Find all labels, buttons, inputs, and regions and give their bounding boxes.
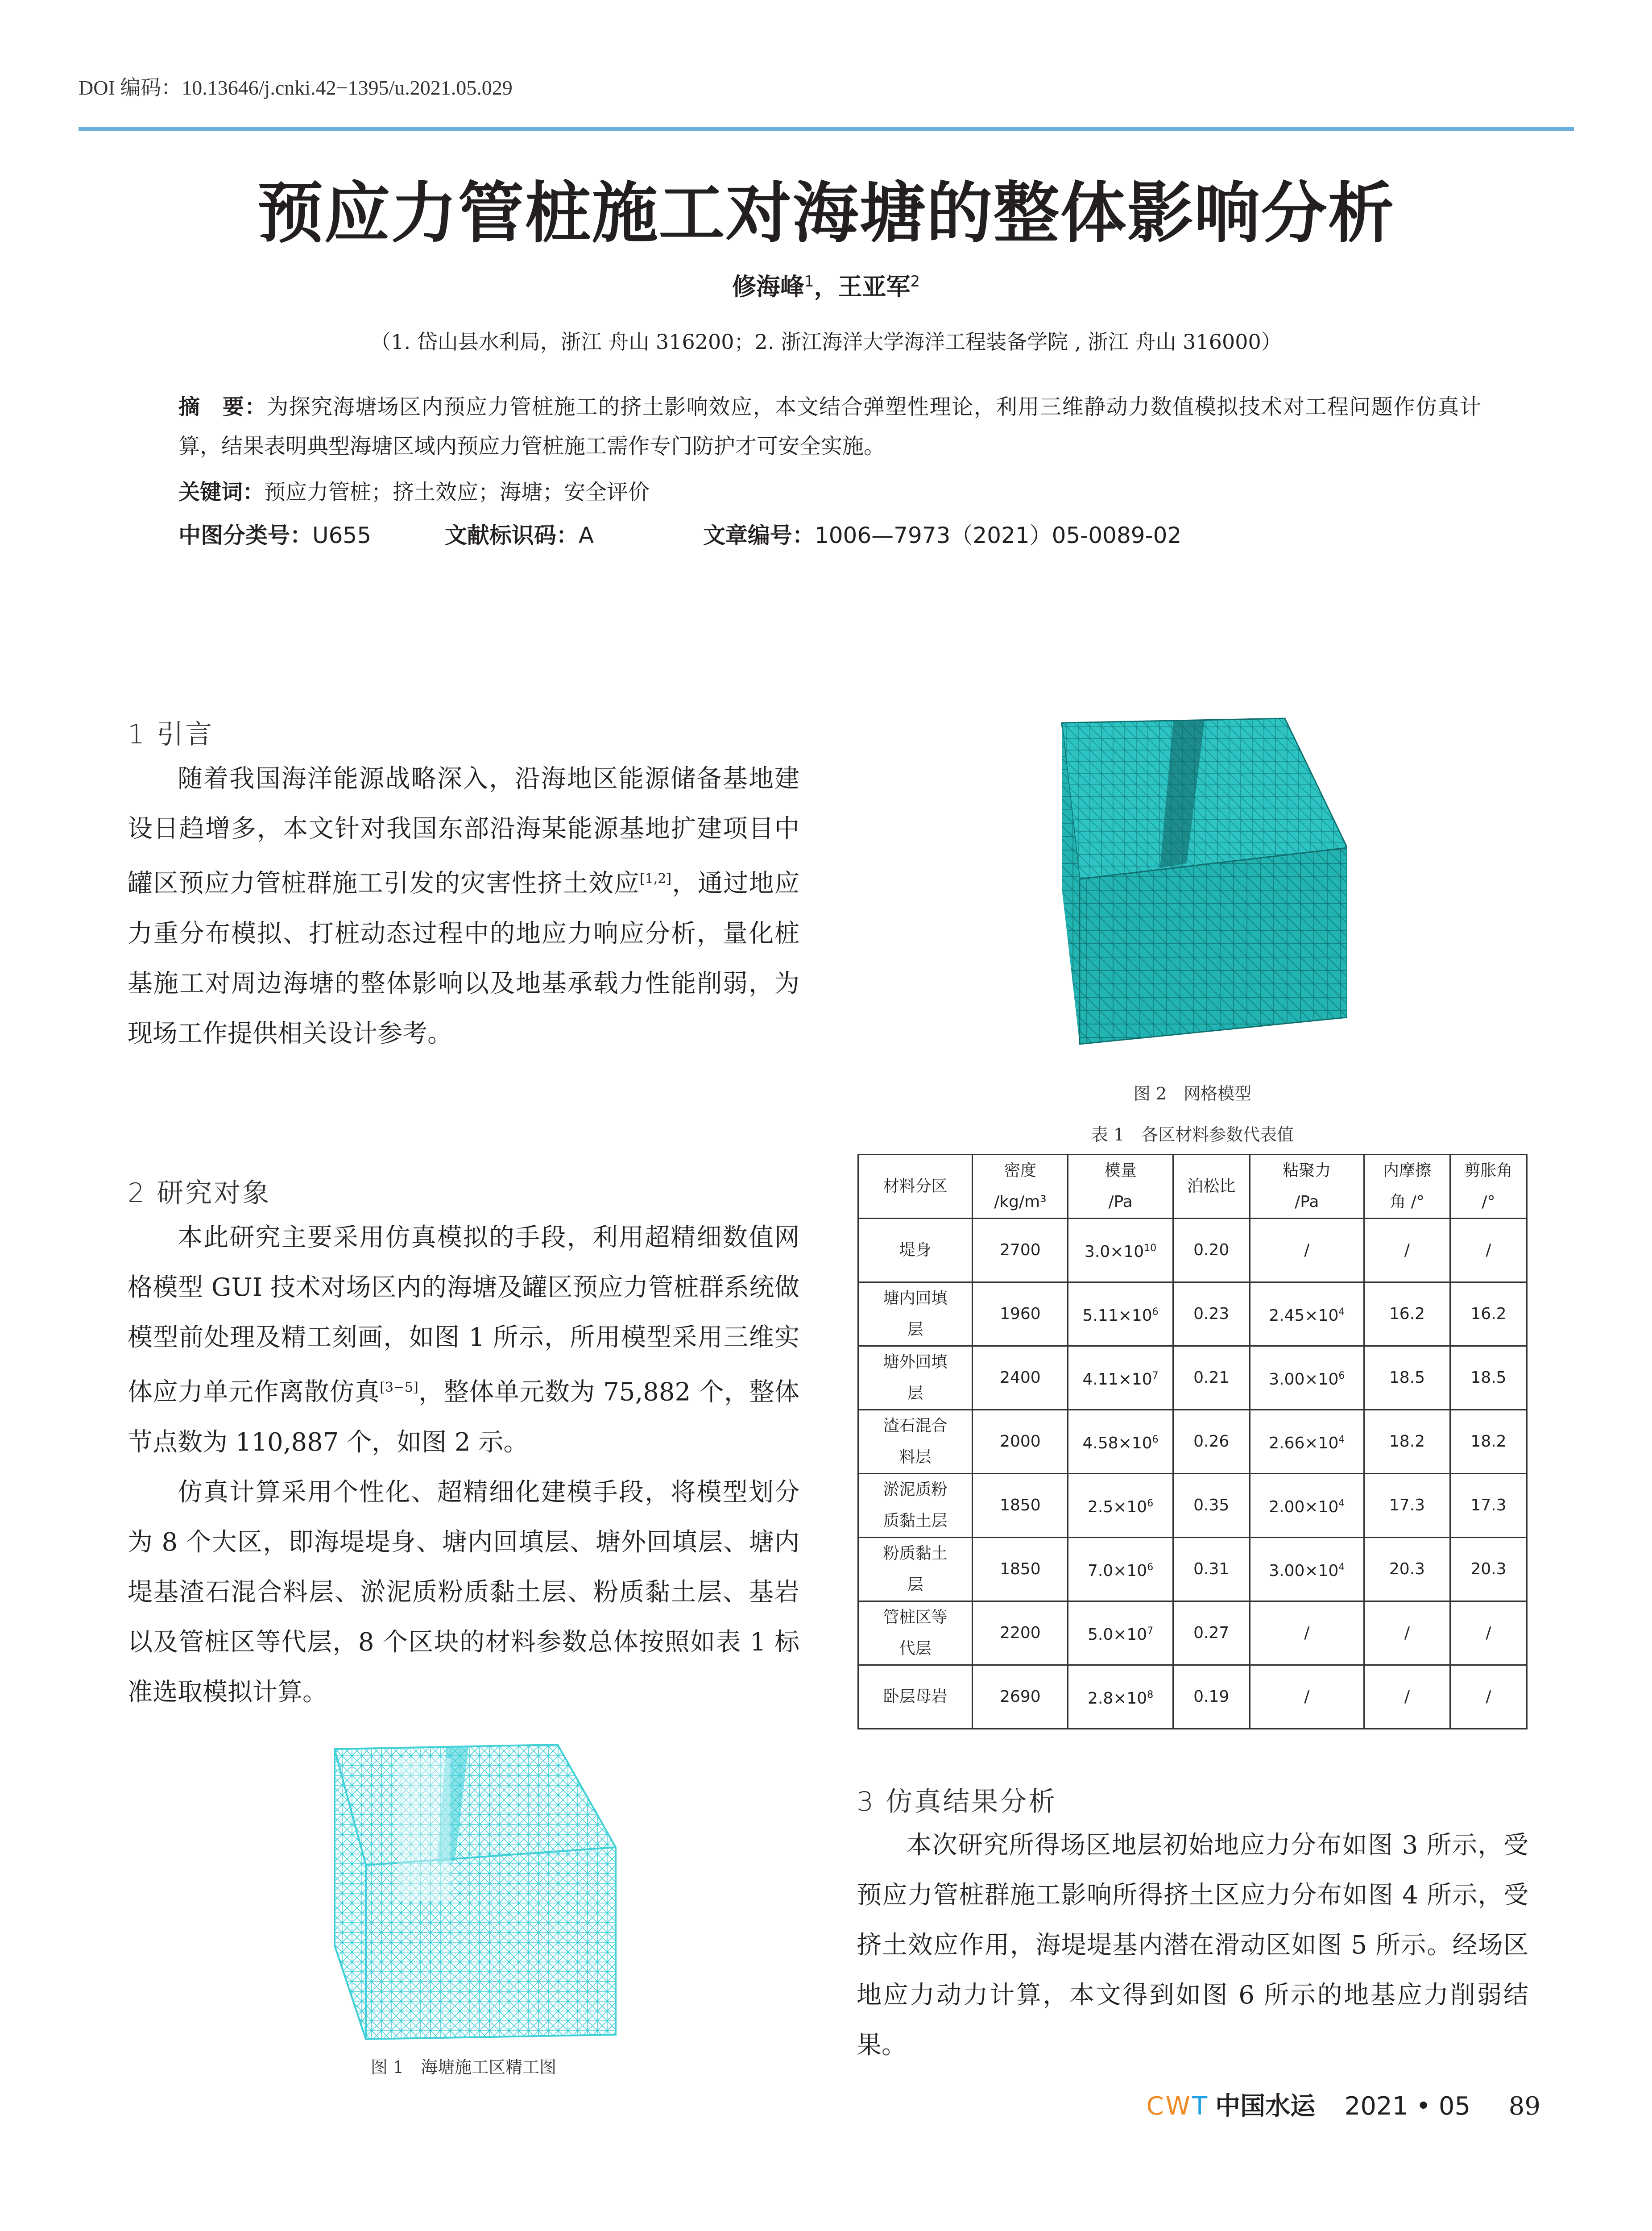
cell-zone: 塘内回填 层 [858,1282,973,1346]
issue: 2021 • 05 [1344,2092,1471,2121]
s1-text-b: ，通过地应力重分布模拟、打桩动态过程中的地应力响应分析，量化桩基施工对周边海塘的整体影响以及地基承载力性能削弱，为现场工作提供相关设计参考。 [128,869,800,1048]
affiliation: （1. 岱山县水利局，浙江 舟山 316200；2. 浙江海洋大学海洋工程装备学院 , 浙江 舟山 316000） [370,330,1282,354]
cell-modulus: $3.0\times 10^{10}$ [1068,1219,1173,1282]
section-2-body [128,1213,799,1717]
figure-2-caption: 图 2 网格模型 [1133,1084,1252,1103]
cell-density: 2690 [973,1665,1068,1729]
cell-dilation: 20.3 [1450,1538,1527,1601]
cell-cohesion: / [1250,1601,1364,1665]
cell-poisson: 0.27 [1173,1601,1250,1665]
table-row [858,1410,1527,1474]
cell-zone: 塘外回填 层 [858,1346,973,1410]
col-header-zone: 材料分区 [858,1155,973,1219]
cell-density: 1960 [973,1282,1068,1346]
cell-dilation: / [1450,1665,1527,1729]
cell-poisson: 0.35 [1173,1474,1250,1538]
s2-text-a: 本此研究主要采用仿真模拟的手段，利用超精细数值网格模型 GUI 技术对场区内的海塘及罐区预应力管桩群系统做模型前处理及精工刻画，如图 1 所示，所用模型采用三维实体应力单元作离散仿真 [128,1223,799,1407]
keywords [178,475,650,506]
col-header-friction: 内摩擦 角 /° [1364,1155,1450,1219]
cell-density: 2700 [973,1219,1068,1282]
cell-friction: 18.5 [1364,1346,1450,1410]
cell-dilation: 17.3 [1450,1474,1527,1538]
header-rule [79,127,1574,131]
author-1: 修海峰 [732,273,804,301]
col-header-dilation: 剪胀角 /° [1450,1155,1527,1219]
table-row [858,1282,1527,1346]
cell-friction: 18.2 [1364,1410,1450,1474]
cell-friction: 16.2 [1364,1282,1450,1346]
cell-zone: 淤泥质粉 质黏土层 [858,1474,973,1538]
cell-dilation: 18.2 [1450,1410,1527,1474]
section-3-paragraph: 本次研究所得场区地层初始地应力分布如图 3 所示，受预应力管桩群施工影响所得挤土区应力分布如图 4 所示，受挤土效应作用，海堤堤基内潜在滑动区如图 5 所示。经场区地应力动力计算，本文得到如图 6 所示的地基应力削弱结果。 [857,1831,1528,2060]
cell-dilation: / [1450,1601,1527,1665]
cell-poisson: 0.23 [1173,1282,1250,1346]
cell-modulus: $2.5\times 10^6$ [1068,1474,1173,1538]
cell-friction: 20.3 [1364,1538,1450,1601]
clc-label: 中图分类号： [178,523,312,548]
cell-cohesion: $3.00\times 10^6$ [1250,1346,1364,1410]
author-line [0,268,1652,302]
clc-value: U655 [312,523,372,548]
cell-modulus: $5.0\times 10^7$ [1068,1601,1173,1665]
section-1-title: 1 引言 [128,719,214,750]
col-header-modulus: 模量 /Pa [1068,1155,1173,1219]
table-1 [857,1154,1528,1729]
cell-density: 1850 [973,1474,1068,1538]
cell-poisson: 0.19 [1173,1665,1250,1729]
cell-cohesion: / [1250,1219,1364,1282]
cell-zone: 管桩区等 代层 [858,1601,973,1665]
cell-friction: / [1364,1601,1450,1665]
keywords-text: 预应力管桩；挤土效应；海塘；安全评价 [264,480,650,505]
abstract [178,387,1481,466]
abstract-text: 为探究海塘场区内预应力管桩施工的挤土影响效应，本文结合弹塑性理论，利用三维静动力数值模拟技术对工程问题作仿真计算，结果表明典型海塘区域内预应力管桩施工需作专门防护才可安全实施。 [178,394,1481,459]
journal-name: 中国水运 [1215,2091,1316,2121]
table-header-row [858,1155,1527,1219]
keywords-label: 关键词： [178,480,265,505]
cell-dilation: 16.2 [1450,1282,1527,1346]
classification-line [178,518,1181,550]
figure-1-caption: 图 1 海塘施工区精工图 [370,2057,557,2077]
section-1-paragraph [128,754,799,1059]
cell-density: 2000 [973,1410,1068,1474]
s1-ref: [1,2] [639,871,672,887]
page-number: 89 [1508,2092,1540,2121]
article-title: 预应力管桩施工对海塘的整体影响分析 [257,174,1395,252]
cell-modulus: $4.11\times 10^7$ [1068,1346,1173,1410]
article-number-label: 文章编号： [703,523,815,548]
section-2-paragraph-2: 仿真计算采用个性化、超精细化建模手段，将模型划分为 8 个大区，即海堤堤身、塘内回填层、塘外回填层、塘内堤基渣石混合料层、淤泥质粉质黏土层、粉质黏土层、基岩以及管桩区等代层，8 个区块的材料参数总体按照如表 1 标准选取模拟计算。 [128,1477,799,1707]
s1-text-a: 随着我国海洋能源战略深入，沿海地区能源储备基地建设日趋增多，本文针对我国东部沿海某能源基地扩建项目中罐区预应力管桩群施工引发的灾害性挤土效应 [128,764,799,898]
s2-text-b: ，整体单元数为 75,882 个，整体节点数为 110,887 个，如图 2 示。 [128,1377,800,1457]
cell-modulus: $5.11\times 10^6$ [1068,1282,1173,1346]
cell-zone: 粉质黏土 层 [858,1538,973,1601]
cell-density: 2400 [973,1346,1068,1410]
cell-zone: 堤身 [858,1219,973,1282]
cwt-logo-a: CW [1146,2092,1192,2121]
section-3-body [857,1820,1528,2070]
cell-dilation: / [1450,1219,1527,1282]
author-1-affil-mark: 1 [804,273,814,290]
section-3-title: 3 仿真结果分析 [857,1786,1057,1817]
col-header-poisson: 泊松比 [1173,1155,1250,1219]
doc-code-label: 文献标识码： [444,523,579,548]
cell-friction: / [1364,1219,1450,1282]
cell-friction: / [1364,1665,1450,1729]
cell-cohesion: $2.00\times 10^4$ [1250,1474,1364,1538]
author-2: 王亚军 [838,273,911,301]
cell-poisson: 0.26 [1173,1410,1250,1474]
table-row [858,1219,1527,1282]
table-row [858,1474,1527,1538]
cell-zone: 卧层母岩 [858,1665,973,1729]
author-2-affil-mark: 2 [910,273,920,290]
cell-density: 1850 [973,1538,1068,1601]
section-2-title: 2 研究对象 [128,1178,271,1209]
cell-poisson: 0.20 [1173,1219,1250,1282]
figure-2-mesh-model [1026,709,1347,1049]
abstract-label: 摘 要： [178,394,267,419]
col-header-cohesion: 粘聚力 /Pa [1250,1155,1364,1219]
cell-cohesion: $2.45\times 10^4$ [1250,1282,1364,1346]
table-1-caption: 表 1 各区材料参数代表值 [1091,1125,1294,1145]
table-row [858,1346,1527,1410]
cell-dilation: 18.5 [1450,1346,1527,1410]
cell-cohesion: $2.66\times 10^4$ [1250,1410,1364,1474]
cwt-logo-b: T [1192,2092,1208,2121]
cell-cohesion: / [1250,1665,1364,1729]
cell-friction: 17.3 [1364,1474,1450,1538]
s2-ref: [3−5] [380,1380,418,1395]
col-header-density: 密度 /kg/m³ [973,1155,1068,1219]
doc-code-value: A [578,523,594,548]
cell-poisson: 0.31 [1173,1538,1250,1601]
figure-1-wireframe [308,1731,629,2044]
doi-line: DOI 编码：10.13646/j.cnki.42−1395/u.2021.05.029 [79,76,513,99]
section-1-body [128,754,799,1059]
article-number-value: 1006—7973（2021）05-0089-02 [814,523,1182,548]
author-separator: ， [814,273,838,301]
table-row [858,1601,1527,1665]
table-row [858,1538,1527,1601]
cell-poisson: 0.21 [1173,1346,1250,1410]
cell-cohesion: $3.00\times 10^4$ [1250,1538,1364,1601]
page-footer [1147,2086,1540,2122]
cell-zone: 渣石混合 料层 [858,1410,973,1474]
cell-modulus: $7.0\times 10^6$ [1068,1538,1173,1601]
cell-modulus: $2.8\times 10^8$ [1068,1665,1173,1729]
cell-modulus: $4.58\times 10^6$ [1068,1410,1173,1474]
section-2-paragraph-1 [128,1213,799,1468]
cell-density: 2200 [973,1601,1068,1665]
table-row [858,1665,1527,1729]
